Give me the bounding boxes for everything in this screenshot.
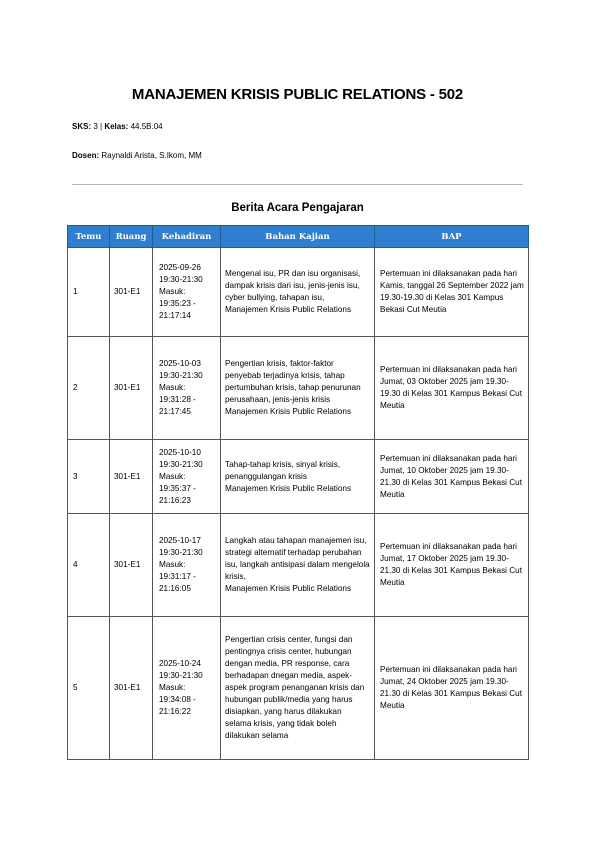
teaching-report-table	[67, 225, 529, 760]
sks-label: SKS:	[72, 122, 92, 131]
divider	[72, 184, 523, 185]
dosen-value: Raynaldi Arista, S.Ikom, MM	[99, 151, 202, 160]
cell-kehadiran: 2025-09-26 19:30-21:30 Masuk: 19:35:23 - 21:17:14	[153, 248, 221, 337]
kelas-label: Kelas:	[104, 122, 129, 131]
lecturer-info	[72, 151, 202, 160]
cell-bap: Pertemuan ini dilaksanakan pada hari Jumat, 24 Oktober 2025 jam 19.30-21.30 di Kelas 301 Kampus Bekasi Cut Meutia	[375, 617, 529, 760]
cell-bahan-kajian: Mengenal isu, PR dan isu organisasi, dampak krisis dari isu, jenis-jenis isu, cyber bullying, tahapan isu, Manajemen Krisis Public Relations	[221, 248, 375, 337]
cell-ruang: 301-E1	[110, 248, 153, 337]
header-bap: BAP	[375, 226, 529, 248]
table-row	[68, 440, 529, 514]
cell-ruang: 301-E1	[110, 440, 153, 514]
header-temu: Temu	[68, 226, 110, 248]
table-row	[68, 514, 529, 617]
cell-ruang: 301-E1	[110, 514, 153, 617]
cell-ruang: 301-E1	[110, 617, 153, 760]
cell-bap: Pertemuan ini dilaksanakan pada hari Jumat, 10 Oktober 2025 jam 19.30-21.30 di Kelas 301 Kampus Bekasi Cut Meutia	[375, 440, 529, 514]
dosen-label: Dosen:	[72, 151, 100, 160]
cell-temu: 1	[68, 248, 110, 337]
cell-bap: Pertemuan ini dilaksanakan pada hari Jumat, 03 Oktober 2025 jam 19.30-19.30 di Kelas 301 Kampus Bekasi Cut Meutia	[375, 337, 529, 440]
cell-temu: 5	[68, 617, 110, 760]
cell-kehadiran: 2025-10-10 19:30-21:30 Masuk: 19:35:37 - 21:16:23	[153, 440, 221, 514]
cell-bahan-kajian: Pengertian krisis, faktor-faktor penyebab terjadinya krisis, tahap pertumbuhan krisis, tahap penurunan perusahaan, jenis-jenis krisis Manajemen Krisis Public Relations	[221, 337, 375, 440]
header-bahan-kajian: Bahan Kajian	[221, 226, 375, 248]
cell-bahan-kajian: Langkah atau tahapan manajemen isu, strategi alternatif terhadap perubahan isu, langkah antisipasi dalam mengelola krisis, Manajemen Krisis Public Relations	[221, 514, 375, 617]
cell-bap: Pertemuan ini dilaksanakan pada hari Jumat, 17 Oktober 2025 jam 19.30-21.30 di Kelas 301 Kampus Bekasi Cut Meutia	[375, 514, 529, 617]
cell-bap: Pertemuan ini dilaksanakan pada hari Kamis, tanggal 26 September 2022 jam 19.30-19.30 di Kelas 301 Kampus Bekasi Cut Meutia	[375, 248, 529, 337]
table-row	[68, 337, 529, 440]
course-info	[72, 122, 163, 131]
cell-temu: 2	[68, 337, 110, 440]
table-row	[68, 617, 529, 760]
cell-bahan-kajian: Tahap-tahap krisis, sinyal krisis, penanggulangan krisis Manajemen Krisis Public Relations	[221, 440, 375, 514]
cell-bahan-kajian: Pengertian crisis center, fungsi dan pentingnya crisis center, hubungan dengan media, PR response, cara berhadapan dnegan media, aspek-aspek program penanganan krisis dan hubungan publik/media yang harus disiapkan, yang harus dilakukan selama krisis, yang tidak boleh dilakukan selama	[221, 617, 375, 760]
table-header-row	[68, 226, 529, 248]
page-title: MANAJEMEN KRISIS PUBLIC RELATIONS - 502	[131, 86, 464, 103]
section-title: Berita Acara Pengajaran	[231, 202, 364, 214]
cell-temu: 4	[68, 514, 110, 617]
header-ruang: Ruang	[110, 226, 153, 248]
sks-value: 3 |	[91, 122, 105, 131]
cell-ruang: 301-E1	[110, 337, 153, 440]
cell-temu: 3	[68, 440, 110, 514]
header-kehadiran: Kehadiran	[153, 226, 221, 248]
cell-kehadiran: 2025-10-24 19:30-21:30 Masuk: 19:34:08 - 21:16:22	[153, 617, 221, 760]
cell-kehadiran: 2025-10-03 19:30-21:30 Masuk: 19:31:28 - 21:17:45	[153, 337, 221, 440]
table-row	[68, 248, 529, 337]
kelas-value: 44.5B.04	[128, 122, 163, 131]
cell-kehadiran: 2025-10-17 19:30-21:30 Masuk: 19:31:17 - 21:16:05	[153, 514, 221, 617]
